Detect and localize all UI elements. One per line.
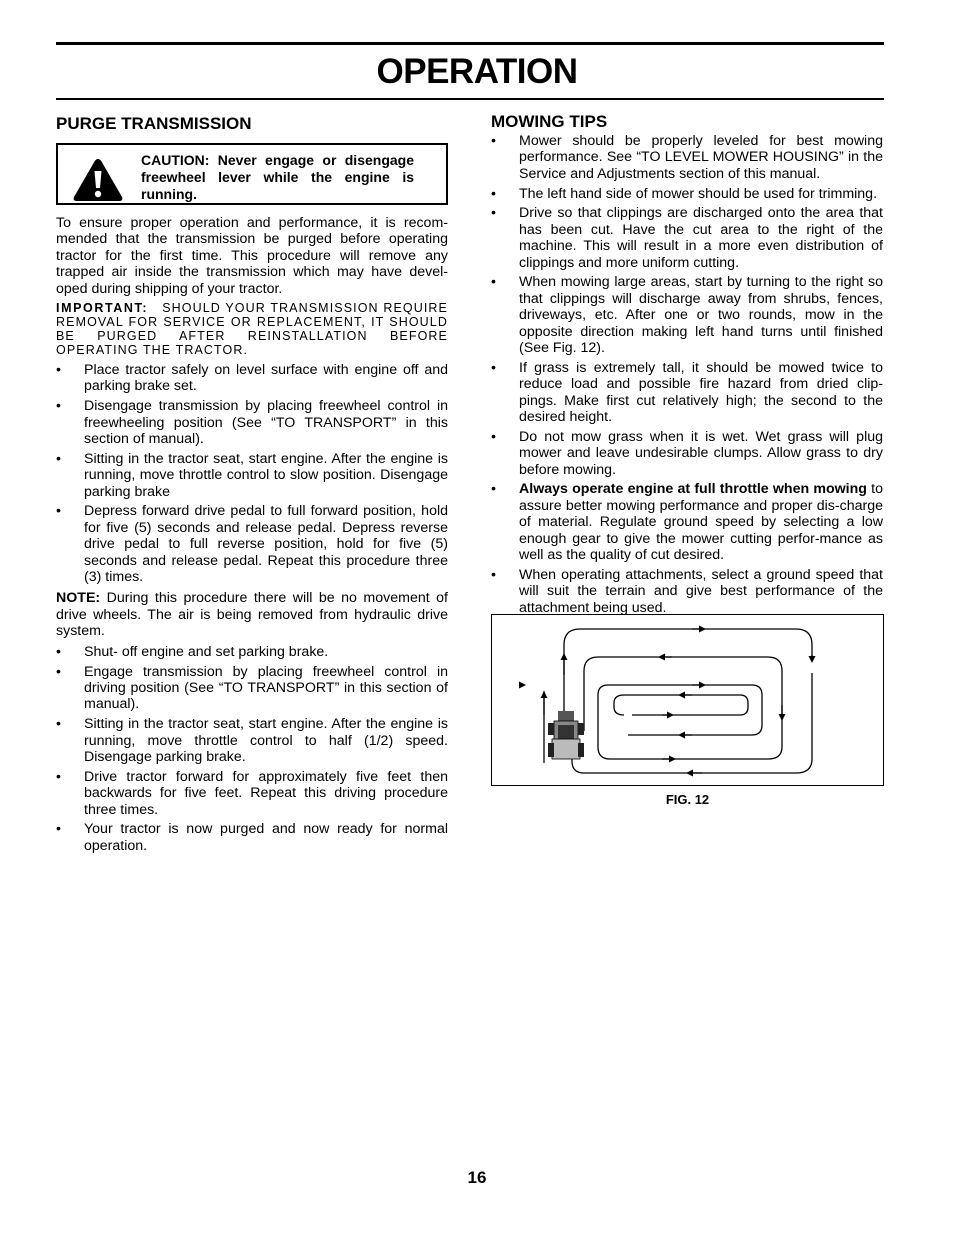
purge-heading: PURGE TRANSMISSION [56, 114, 252, 133]
important-notice [56, 301, 448, 357]
note-label: NOTE: [56, 590, 101, 607]
purge-section [56, 112, 448, 859]
list-item: • If grass is extremely tall, it should be mowed twice to reduce load and possible fire hazard from dried clip-pings. Make first cut relatively high; the second to the desired height. [491, 360, 883, 426]
throttle-bold: Always operate engine at full throttle when mowing [519, 481, 867, 498]
header-rule-top [56, 42, 884, 45]
list-item: • Drive so that clippings are discharged onto the area that has been cut. Have the cut area to the right of the machine. This will result in a more even distribution of clippings and more uniform cutting. [491, 205, 883, 271]
list-item: • Do not mow grass when it is wet. Wet grass will plug mower and leave undesirable clumps. Allow grass to dry before mowing. [491, 429, 883, 478]
purge-steps-list-1 [56, 362, 448, 585]
mowing-pattern-diagram [492, 615, 883, 785]
throttle-rest: to assure better mowing performance and proper dis-charge of material. Regulate ground speed by selecting a low enough gear to give the mower cutting perfor-mance as well as the quality of cut desired. [519, 481, 883, 564]
figure-12 [491, 614, 884, 786]
list-item: • Engage transmission by placing freewheel control in driving position (See “TO TRANSPORT” in this section of manual). [56, 664, 448, 713]
figure-caption: FIG. 12 [665, 792, 710, 807]
page-number: 16 [467, 1168, 487, 1187]
list-item [491, 481, 883, 563]
caution-text: CAUTION: Never engage or disengage freewheel lever while the engine is running. [141, 152, 414, 202]
page-title: OPERATION [376, 52, 578, 91]
list-item: • Place tractor safely on level surface with engine off and parking brake set. [56, 362, 448, 395]
list-item: • When operating attachments, select a ground speed that will suit the terrain and give best performance of the attachment being used. [491, 567, 883, 616]
list-item: • Shut- off engine and set parking brake. [56, 644, 448, 660]
mowing-tips-section [491, 112, 883, 621]
purge-steps-list-2 [56, 644, 448, 854]
note-paragraph [56, 590, 448, 639]
list-item: • Depress forward drive pedal to full forward position, hold for five (5) seconds and release pedal. Depress reverse drive pedal to full reverse position, hold for five (5) seconds and release pedal. Repeat this procedure three (3) times. [56, 503, 448, 585]
list-item: • Sitting in the tractor seat, start engine. After the engine is running, move throttle control to half (1/2) speed. Disengage parking brake. [56, 716, 448, 765]
purge-intro: To ensure proper operation and performance, it is recom-mended that the transmission be purged before operating tractor for the first time. This procedure will remove any trapped air inside the transmission which may have devel-oped during shipping of your tractor. [56, 215, 448, 297]
warning-triangle-icon [72, 157, 124, 203]
list-item: • Sitting in the tractor seat, start engine. After the engine is running, move throttle control to slow position. Disengage parking brake [56, 451, 448, 500]
important-label: IMPORTANT: [56, 301, 149, 316]
list-item: • When mowing large areas, start by turning to the right so that clippings will discharge away from shrubs, fences, driveways, etc. After one or two rounds, mow in the opposite direction making left hand turns until finished (See Fig. 12). [491, 274, 883, 356]
caution-box [56, 143, 448, 205]
header-rule-bottom [56, 98, 884, 100]
important-text: SHOULD YOUR TRANSMISSION REQUIRE REMOVAL FOR SERVICE OR REPLACEMENT, IT SHOULD BE PURGED AFTER REINSTALLATION BEFORE OPERATING THE TRACTOR. [56, 301, 448, 358]
list-item: • Drive tractor forward for approximately five feet then backwards for five feet. Repeat this driving procedure three times. [56, 769, 448, 818]
mowing-heading: MOWING TIPS [491, 112, 608, 131]
mowing-tips-list [491, 133, 883, 616]
list-item: • Mower should be properly leveled for best mowing performance. See “TO LEVEL MOWER HOUSING” in the Service and Adjustments section of this manual. [491, 133, 883, 182]
list-item: • The left hand side of mower should be used for trimming. [491, 186, 883, 202]
list-item: • Disengage transmission by placing freewheel control in freewheeling position (See “TO TRANSPORT” in this section of manual). [56, 398, 448, 447]
list-item: • Your tractor is now purged and now ready for normal operation. [56, 821, 448, 854]
note-text: During this procedure there will be no movement of drive wheels. The air is being removed from hydraulic drive system. [56, 590, 448, 640]
tractor-icon [548, 711, 584, 759]
